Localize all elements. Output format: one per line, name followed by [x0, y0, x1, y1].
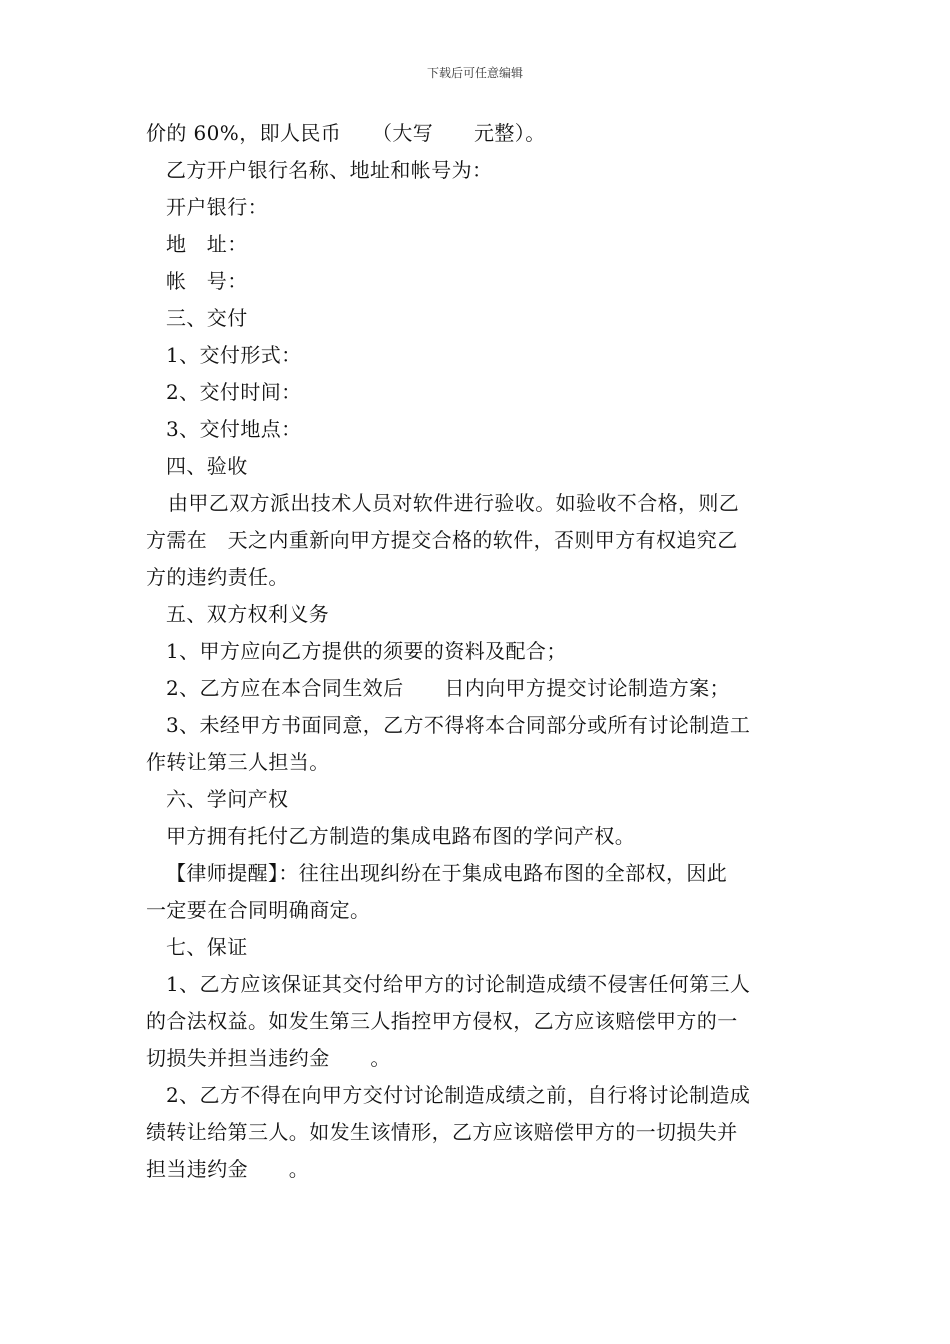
section-heading: 四、验收 [166, 454, 248, 478]
section-heading: 五、双方权利义务 [166, 602, 330, 626]
lawyer-note-line: 【律师提醒】：往往出现纠纷在于集成电路布图的全部权，因此 [166, 861, 728, 885]
paragraph-line: 切损失并担当违约金 。 [146, 1046, 391, 1070]
paragraph-line: 1、交付形式： [166, 343, 302, 367]
paragraph-line: 2、乙方不得在向甲方交付讨论制造成绩之前，自行将讨论制造成 [166, 1083, 751, 1107]
paragraph-line: 开户银行： [166, 195, 268, 219]
paragraph-line: 2、交付时间： [166, 380, 302, 404]
lawyer-note-line: 一定要在合同明确商定。 [146, 898, 371, 922]
paragraph-line: 地 址： [166, 232, 248, 256]
paragraph-line: 乙方开户银行名称、地址和帐号为： [166, 158, 493, 182]
paragraph-line: 方需在 天之内重新向甲方提交合格的软件，否则甲方有权追究乙 [146, 528, 738, 552]
paragraph-line: 1、乙方应该保证其交付给甲方的讨论制造成绩不侵害任何第三人 [166, 972, 751, 996]
paragraph-line: 由甲乙双方派出技术人员对软件进行验收。如验收不合格，则乙 [168, 491, 740, 515]
section-heading: 三、交付 [166, 306, 248, 330]
paragraph-line: 2、乙方应在本合同生效后 日内向甲方提交讨论制造方案； [166, 676, 730, 700]
paragraph-line: 1、甲方应向乙方提供的须要的资料及配合； [166, 639, 567, 663]
section-heading: 七、保证 [166, 935, 248, 959]
paragraph-line: 3、未经甲方书面同意，乙方不得将本合同部分或所有讨论制造工 [166, 713, 751, 737]
paragraph-line: 方的违约责任。 [146, 565, 289, 589]
paragraph-line: 担当违约金 。 [146, 1157, 310, 1181]
paragraph-line: 帐 号： [166, 269, 248, 293]
document-body [146, 115, 810, 1188]
paragraph-line: 绩转让给第三人。如发生该情形，乙方应该赔偿甲方的一切损失并 [146, 1120, 738, 1144]
page-header: 下载后可任意编辑 [426, 66, 523, 80]
section-heading: 六、学问产权 [166, 787, 289, 811]
paragraph-line: 甲方拥有托付乙方制造的集成电路布图的学问产权。 [166, 824, 636, 848]
paragraph-line: 3、交付地点： [166, 417, 302, 441]
paragraph-line: 作转让第三人担当。 [146, 750, 330, 774]
paragraph-line: 的合法权益。如发生第三人指控甲方侵权，乙方应该赔偿甲方的一 [146, 1009, 738, 1033]
paragraph-line: 价的 60%，即人民币 （大写 元整）。 [146, 121, 546, 145]
